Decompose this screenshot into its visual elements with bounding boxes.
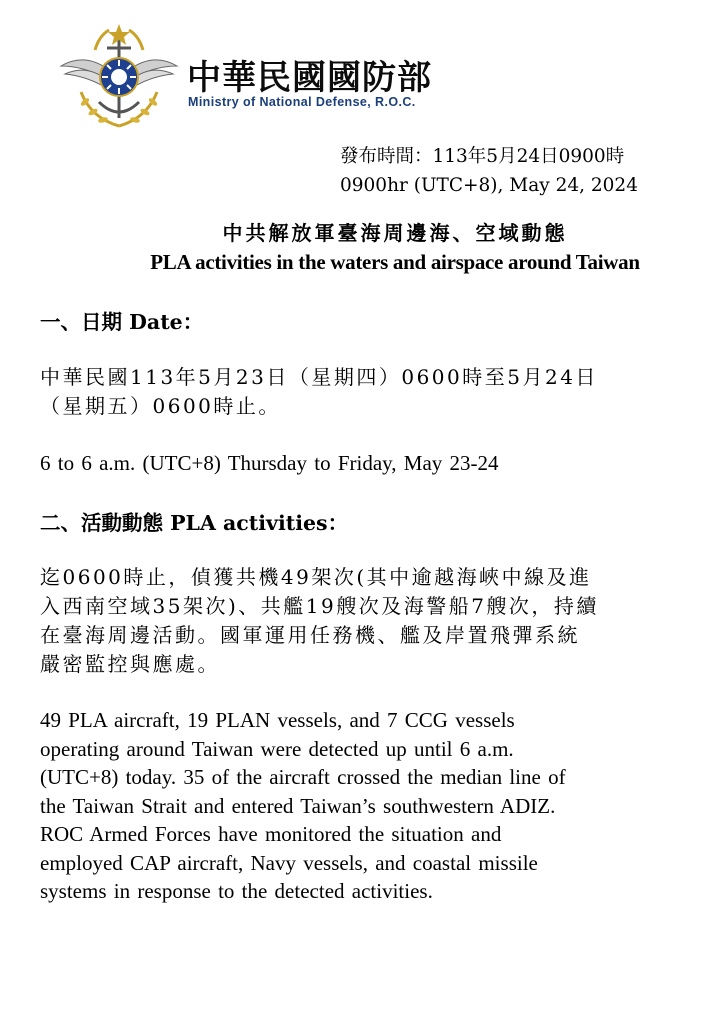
title-english: PLA activities in the waters and airspace around Taiwan	[150, 250, 640, 274]
activities-english-line: operating around Taiwan were detected up until 6 a.m.	[40, 736, 514, 761]
activities-chinese-line: 迄0600時止，偵獲共機49架次(其中逾越海峽中線及進	[40, 565, 592, 589]
date-chinese-line: （星期五）0600時止。	[40, 394, 281, 418]
organization-name-english: Ministry of National Defense, R.O.C.	[188, 95, 416, 109]
activities-chinese-line: 嚴密監控與應處。	[40, 652, 220, 676]
organization-name-chinese: 中華民國國防部	[187, 58, 432, 98]
activities-english-line: ROC Armed Forces have monitored the situation and	[40, 822, 502, 846]
mnd-emblem-icon	[55, 22, 183, 130]
activities-english-line: (UTC+8) today. 35 of the aircraft crossed the median line of	[40, 765, 566, 789]
date-chinese-line: 中華民國113年5月23日（星期四）0600時至5月24日	[40, 365, 598, 389]
activities-english-line: 49 PLA aircraft, 19 PLAN vessels, and 7 CCG vessels	[40, 708, 515, 732]
activities-chinese	[40, 563, 685, 679]
activities-english	[40, 706, 685, 906]
activities-english-line: systems in response to the detected activities.	[40, 879, 433, 903]
activities-chinese-line: 在臺海周邊活動。國軍運用任務機、艦及岸置飛彈系統	[40, 623, 580, 647]
activities-english-line: the Taiwan Strait and entered Taiwan’s southwestern ADIZ.	[40, 793, 556, 818]
section-date-english: 6 to 6 a.m. (UTC+8) Thursday to Friday, May 23-24	[40, 451, 499, 475]
activities-english-line: employed CAP aircraft, Navy vessels, and coastal missile	[40, 850, 538, 875]
document-title	[0, 218, 720, 276]
release-time-english: 0900hr (UTC+8), May 24, 2024	[340, 175, 638, 196]
section-date-chinese	[40, 363, 685, 421]
section-date-heading: 一、日期 Date：	[40, 310, 204, 334]
release-time-chinese: 發布時間：113年5月24日0900時	[340, 146, 625, 167]
section-activities-heading: 二、活動動態 PLA activities：	[40, 511, 349, 535]
activities-chinese-line: 入西南空域35架次)、共艦19艘次及海警船7艘次，持續	[40, 594, 599, 618]
title-chinese: 中共解放軍臺海周邊海、空域動態	[222, 221, 568, 245]
release-time	[340, 142, 638, 200]
